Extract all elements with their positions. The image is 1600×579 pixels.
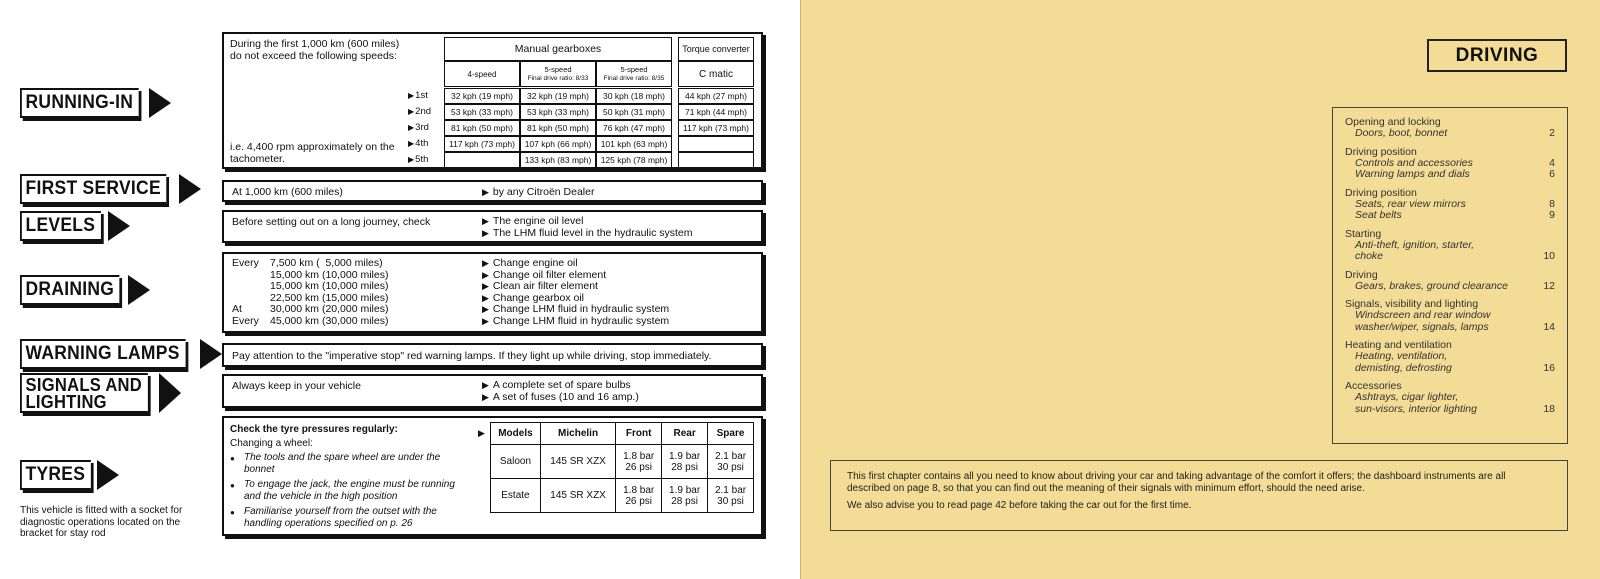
tyre-pressure xyxy=(662,479,708,513)
toc-page-number: 6 xyxy=(1549,168,1555,180)
col-5speed-b-sub: Final drive ratio: 8/35 xyxy=(603,75,665,82)
driving-title: DRIVING xyxy=(1427,39,1567,72)
speed-cell: 53 kph (33 mph) xyxy=(444,104,520,120)
levels-right xyxy=(482,216,753,239)
signals-right xyxy=(482,380,753,403)
gear-row-label xyxy=(408,106,431,117)
tyre-size: 145 SR XZX xyxy=(540,479,615,513)
gear-row-label xyxy=(408,138,428,149)
toc-entry xyxy=(1345,363,1555,375)
torque-converter-header: Torque converter xyxy=(678,37,754,61)
label-first-service-text: FIRST SERVICE xyxy=(20,174,166,204)
draining-box xyxy=(222,252,763,333)
draining-interval: 45,000 km (30,000 miles) xyxy=(270,314,389,327)
toc-entry xyxy=(1345,310,1555,322)
tyre-table-header: Front xyxy=(616,423,662,445)
pressure-bar: 2.1 bar xyxy=(714,450,747,462)
speed-cell: 32 kph (19 mph) xyxy=(520,88,596,104)
toc-page-number: 9 xyxy=(1549,209,1555,221)
draining-interval: 22,500 km (15,000 miles) xyxy=(270,291,389,304)
label-levels xyxy=(20,211,130,241)
speed-cell: 44 kph (27 mph) xyxy=(678,88,754,104)
pressure-bar: 1.9 bar xyxy=(669,450,701,462)
running-in-note xyxy=(230,142,395,165)
tyres-bullet-3: ● Familiarise yourself from the outset with the handling operations specified on p. 26 xyxy=(230,506,468,530)
tyre-table-row xyxy=(491,479,754,513)
pressure-psi: 30 psi xyxy=(717,461,744,473)
draining-prefix xyxy=(232,270,270,282)
pressure-bar: 2.1 bar xyxy=(714,484,747,496)
tyres-footnote: This vehicle is fitted with a socket for diagnostic operations located on the bracket for stay rod xyxy=(20,505,183,539)
col-5speed-a-sub: Final drive ratio: 8/33 xyxy=(527,75,589,82)
toc-entry xyxy=(1345,392,1555,404)
warning-lamps-text: Pay attention to the "imperative stop" red warning lamps. If they light up while driving, stop immediately. xyxy=(232,350,712,362)
tyres-instructions xyxy=(230,424,468,530)
first-service-box xyxy=(222,180,763,202)
toc-entry xyxy=(1345,404,1555,416)
signals-left: Always keep in your vehicle xyxy=(232,380,361,392)
label-signals-line-1: SIGNALS AND xyxy=(25,375,143,395)
toc-heading: Opening and locking xyxy=(1345,116,1441,128)
levels-right-2: ▶ The LHM fluid level in the hydraulic system xyxy=(482,228,753,240)
draining-action: ▶ Change LHM fluid in hydraulic system xyxy=(482,304,753,316)
speed-cell: 107 kph (66 mph) xyxy=(520,136,596,152)
gear-label: 2nd xyxy=(415,106,432,117)
tyre-pressure xyxy=(708,445,754,479)
label-tyres-text: TYRES xyxy=(20,460,91,490)
arrow-icon xyxy=(97,460,119,490)
toc-entry xyxy=(1345,169,1555,181)
draining-row xyxy=(232,281,753,293)
draining-interval: 15,000 km (10,000 miles) xyxy=(270,268,389,281)
levels-row xyxy=(224,212,761,243)
chapter-intro-p1: This first chapter contains all you need to know about driving your car and taking advantage of the comfort it offers; the dashboard instruments are all described on page 8, so that you can find out the meaning of their signals with minimum effort, should the need arise. xyxy=(847,471,1506,494)
toc-page-number: 10 xyxy=(1543,250,1555,262)
gear-label: 1st xyxy=(415,90,428,101)
signals-row xyxy=(224,376,761,407)
pressure-psi: 28 psi xyxy=(671,461,698,473)
draining-action: ▶ Change gearbox oil xyxy=(482,293,753,305)
toc-entry-text: demisting, defrosting xyxy=(1355,361,1452,374)
draining-rows xyxy=(224,254,761,331)
play-arrow-icon: ▶ xyxy=(408,91,415,100)
pressure-psi: 26 psi xyxy=(625,495,653,507)
label-levels-text: LEVELS xyxy=(20,211,101,241)
toc-heading: Starting xyxy=(1345,227,1382,240)
pressure-bar: 1.8 bar xyxy=(623,484,655,496)
tyre-model: Saloon xyxy=(491,445,541,479)
tyres-check: Check the tyre pressures regularly: xyxy=(230,424,398,435)
play-arrow-icon: ▶ xyxy=(408,139,415,148)
toc-heading: Accessories xyxy=(1345,380,1402,392)
toc-page-number: 2 xyxy=(1549,127,1555,139)
manual-gearboxes-header: Manual gearboxes xyxy=(444,37,672,61)
label-first-service xyxy=(20,174,201,204)
draining-interval: 15,000 km (10,000 miles) xyxy=(270,280,389,292)
speed-cell: 117 kph (73 mph) xyxy=(444,136,520,152)
tyre-table-row xyxy=(491,445,754,479)
toc-page-number: 16 xyxy=(1543,361,1555,374)
first-service-left: At 1,000 km (600 miles) xyxy=(232,186,343,198)
label-draining-text: DRAINING xyxy=(20,275,120,305)
pressure-bar: 1.8 bar xyxy=(623,450,655,462)
speed-cell xyxy=(444,152,520,168)
toc-entry-text: Heating, ventilation, xyxy=(1355,350,1448,362)
chapter-intro-p2: We also advise you to read page 42 before taking the car out for the first time. xyxy=(847,500,1192,511)
tyre-table-header: Spare xyxy=(708,423,754,445)
pressure-bar: 1.9 bar xyxy=(669,484,701,496)
label-running-in-text: RUNNING-IN xyxy=(20,88,139,118)
pressure-psi: 28 psi xyxy=(671,495,698,507)
first-service-right: ▶ by any Citroën Dealer xyxy=(482,186,753,198)
tyre-pressure xyxy=(616,445,662,479)
toc-entry-text: Seat belts xyxy=(1355,209,1402,221)
tyre-pressure-table xyxy=(490,422,754,513)
levels-box xyxy=(222,210,763,243)
draining-row xyxy=(232,304,753,316)
toc-section xyxy=(1345,380,1555,415)
running-in-intro xyxy=(230,39,399,62)
draining-action: ▶ Clean air filter element xyxy=(482,281,753,293)
col-cmatic: C matic xyxy=(678,61,754,87)
tyre-table-header: Models xyxy=(491,423,541,445)
draining-interval: 30,000 km (20,000 miles) xyxy=(270,303,389,315)
draining-prefix: At xyxy=(232,303,242,315)
arrow-icon xyxy=(159,373,181,413)
speed-cell: 101 kph (63 mph) xyxy=(596,136,672,152)
toc-section xyxy=(1345,339,1555,374)
toc-entry-text: Controls and accessories xyxy=(1355,156,1473,169)
toc-heading: Signals, visibility and lighting xyxy=(1345,298,1479,310)
gear-label: 4th xyxy=(415,138,429,149)
toc-entry-text: Warning lamps and dials xyxy=(1355,168,1470,180)
signals-right-2: ▶ A set of fuses (10 and 16 amp.) xyxy=(482,392,753,404)
col-5speed-a-label: 5-speed xyxy=(544,65,572,74)
draining-row xyxy=(232,316,753,328)
signals-right-1: ▶ A complete set of spare bulbs xyxy=(482,380,753,392)
speed-cell: 81 kph (50 mph) xyxy=(520,120,596,136)
warning-lamps-box xyxy=(222,343,763,367)
col-5speed-b-label: 5-speed xyxy=(620,65,648,74)
first-service-row xyxy=(224,182,761,202)
toc-entry xyxy=(1345,251,1555,263)
tyres-list xyxy=(230,452,468,530)
col-4speed: 4-speed xyxy=(444,61,520,87)
toc-entry-text: Seats, rear view mirrors xyxy=(1355,197,1466,210)
col-5speed-b xyxy=(596,61,672,87)
speed-cell: 125 kph (78 mph) xyxy=(596,152,672,168)
speed-cell xyxy=(678,152,754,168)
pressure-psi: 26 psi xyxy=(625,461,653,473)
label-signals-lighting-text xyxy=(20,373,148,413)
toc-entry-text: Ashtrays, cigar lighter, xyxy=(1355,391,1459,403)
draining-action: ▶ Change oil filter element xyxy=(482,270,753,282)
toc-heading: Heating and ventilation xyxy=(1345,339,1452,351)
levels-left: Before setting out on a long journey, check xyxy=(232,216,431,228)
tyres-bullet-1: ● The tools and the spare wheel are under the bonnet xyxy=(230,452,468,476)
chapter-intro xyxy=(830,460,1568,531)
draining-prefix: Every xyxy=(232,257,259,269)
toc-section xyxy=(1345,187,1555,222)
speed-cell: 30 kph (18 mph) xyxy=(596,88,672,104)
speed-cell: 117 kph (73 mph) xyxy=(678,120,754,136)
toc-entry xyxy=(1345,210,1555,222)
label-signals-line-2: LIGHTING xyxy=(25,392,107,412)
draining-prefix: Every xyxy=(232,314,259,327)
toc-page-number: 12 xyxy=(1543,279,1555,292)
arrow-icon xyxy=(128,275,150,305)
arrow-icon xyxy=(200,339,222,369)
draining-row xyxy=(232,258,753,270)
label-tyres xyxy=(20,460,119,490)
col-5speed-a xyxy=(520,61,596,87)
running-in-note-1: i.e. 4,400 rpm approximately on the xyxy=(230,141,395,153)
gear-label: 5th xyxy=(415,154,429,165)
draining-prefix xyxy=(232,281,270,293)
tyres-box xyxy=(222,416,763,536)
toc-entry xyxy=(1345,322,1555,334)
gear-row-label xyxy=(408,154,428,165)
toc-entry-text: Gears, brakes, ground clearance xyxy=(1355,279,1508,292)
tyre-table-arrow-icon: ▶ xyxy=(478,428,485,438)
arrow-icon xyxy=(149,88,171,118)
toc-entry-text: washer/wiper, signals, lamps xyxy=(1355,320,1489,333)
speed-cell xyxy=(678,136,754,152)
gear-label: 3rd xyxy=(415,122,429,133)
label-warning-lamps xyxy=(20,339,222,369)
toc-entry-text: sun-visors, interior lighting xyxy=(1355,402,1477,415)
tyre-pressure xyxy=(616,479,662,513)
speed-cell: 50 kph (31 mph) xyxy=(596,104,672,120)
arrow-icon xyxy=(179,174,201,204)
arrow-icon xyxy=(108,211,130,241)
toc-section xyxy=(1345,116,1555,140)
signals-box xyxy=(222,374,763,408)
label-draining xyxy=(20,275,150,305)
toc-section xyxy=(1345,269,1555,293)
draining-action: ▶ Change LHM fluid in hydraulic system xyxy=(482,316,753,328)
speed-cell: 76 kph (47 mph) xyxy=(596,120,672,136)
label-warning-lamps-text: WARNING LAMPS xyxy=(20,339,185,369)
levels-right-1: ▶ The engine oil level xyxy=(482,216,753,228)
tyre-table-header: Rear xyxy=(662,423,708,445)
tyre-pressure xyxy=(708,479,754,513)
gear-row-label xyxy=(408,122,429,133)
toc-section xyxy=(1345,228,1555,263)
speed-cell: 133 kph (83 mph) xyxy=(520,152,596,168)
tyre-table-header: Michelin xyxy=(540,423,615,445)
label-running-in xyxy=(20,88,171,118)
toc-entry xyxy=(1345,128,1555,140)
gear-row-label xyxy=(408,90,428,101)
toc-entry xyxy=(1345,281,1555,293)
speed-cell: 32 kph (19 mph) xyxy=(444,88,520,104)
toc-entry xyxy=(1345,351,1555,363)
tyres-bullet-2: ● To engage the jack, the engine must be running and the vehicle in the high position xyxy=(230,479,468,503)
speed-cell: 71 kph (44 mph) xyxy=(678,104,754,120)
label-signals-lighting xyxy=(20,373,181,413)
toc-entry-text: Anti-theft, ignition, starter, xyxy=(1355,238,1475,251)
draining-interval: 7,500 km ( 5,000 miles) xyxy=(270,257,383,269)
toc-heading: Driving xyxy=(1345,268,1378,281)
tyre-model: Estate xyxy=(491,479,541,513)
tyres-changing: Changing a wheel: xyxy=(230,438,313,449)
toc-heading: Driving position xyxy=(1345,145,1417,158)
toc-entry-text: choke xyxy=(1355,250,1384,262)
running-in-note-2: tachometer. xyxy=(230,152,285,165)
play-arrow-icon: ▶ xyxy=(408,123,415,132)
toc-page-number: 18 xyxy=(1543,402,1555,415)
speed-cell: 53 kph (33 mph) xyxy=(520,104,596,120)
toc-page-number: 8 xyxy=(1549,197,1555,210)
tyre-table-header-row xyxy=(491,423,754,445)
running-in-box xyxy=(222,32,763,169)
pressure-psi: 30 psi xyxy=(717,495,744,507)
toc-page-number: 14 xyxy=(1543,320,1555,333)
running-in-intro-1: During the first 1,000 km (600 miles) xyxy=(230,38,400,50)
play-arrow-icon: ▶ xyxy=(408,155,415,164)
toc-heading: Driving position xyxy=(1345,186,1417,199)
speed-cell: 81 kph (50 mph) xyxy=(444,120,520,136)
tyre-pressure xyxy=(662,445,708,479)
play-arrow-icon: ▶ xyxy=(408,107,415,116)
toc-section xyxy=(1345,146,1555,181)
draining-action: ▶ Change engine oil xyxy=(482,258,753,270)
running-in-intro-2: do not exceed the following speeds: xyxy=(230,49,397,62)
toc-entry-text: Windscreen and rear window xyxy=(1355,309,1491,321)
toc-section xyxy=(1345,298,1555,333)
tyre-size: 145 SR XZX xyxy=(540,445,615,479)
toc-page-number: 4 xyxy=(1549,156,1555,169)
table-of-contents xyxy=(1332,107,1568,444)
toc-entry-text: Doors, boot, bonnet xyxy=(1355,127,1448,139)
